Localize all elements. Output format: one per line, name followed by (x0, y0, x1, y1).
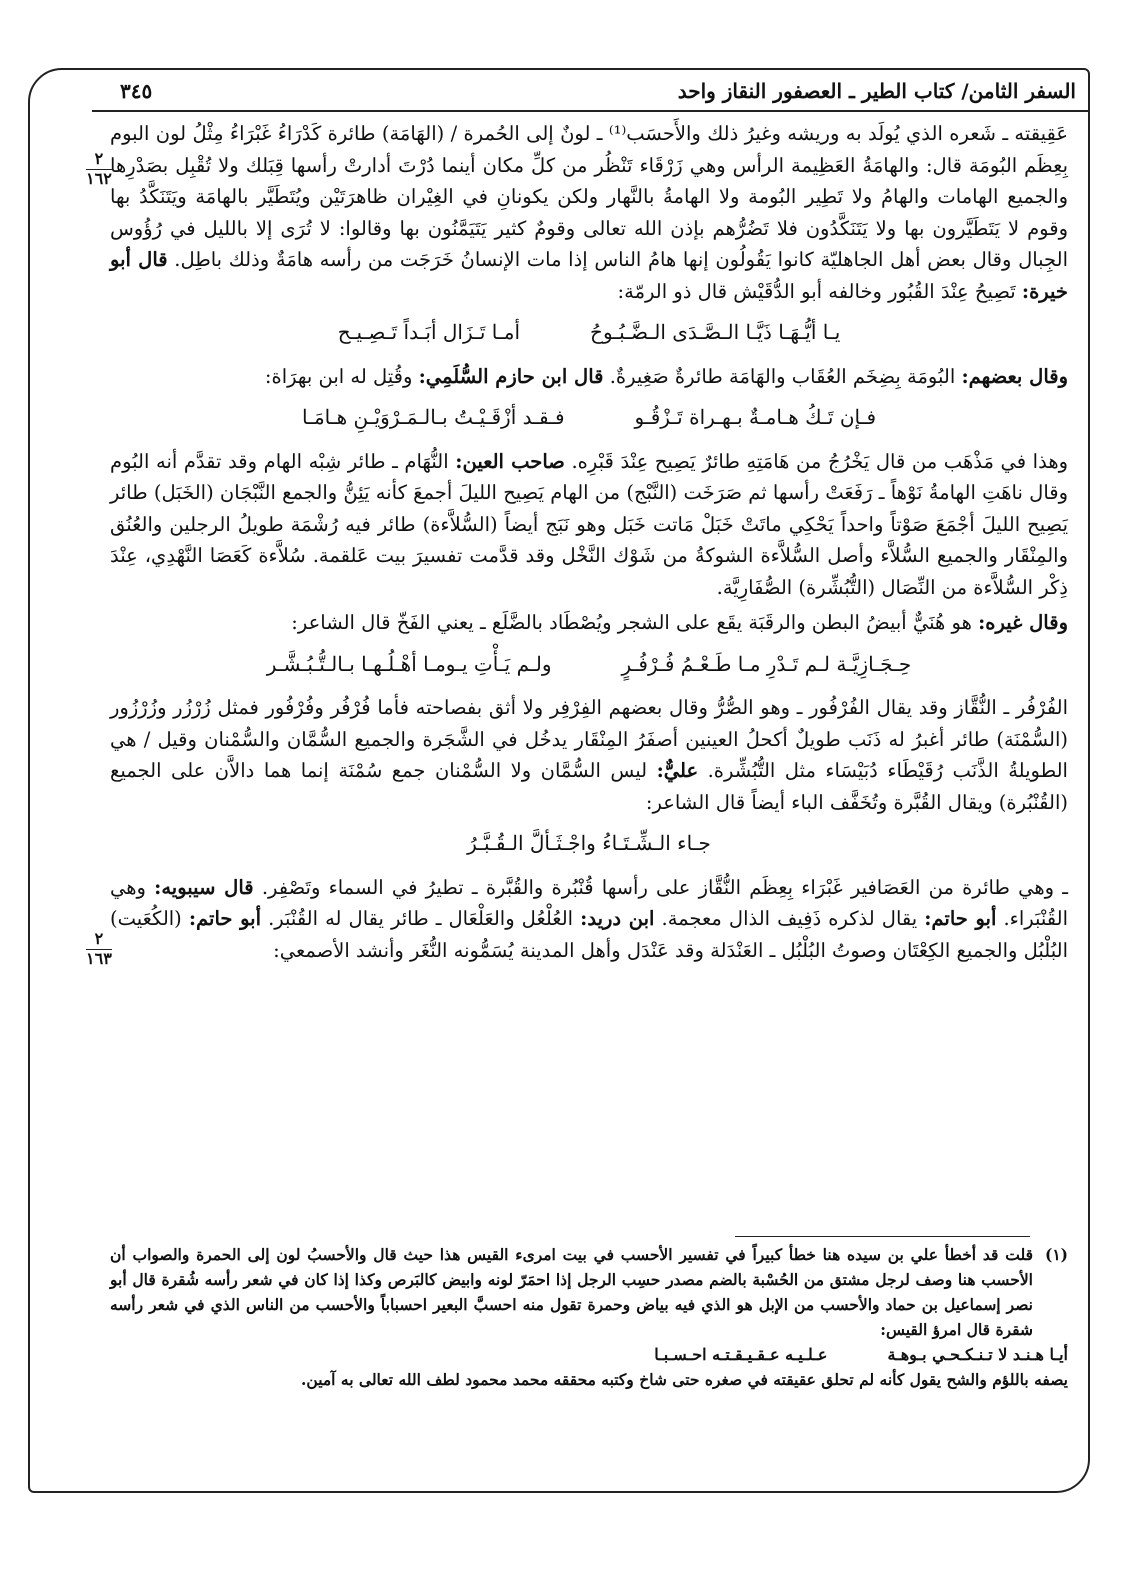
header-rule (92, 110, 1088, 112)
paragraph-3-end: النُّهَام ـ طائر شِبْه الهام وقد تقدَّم أنه البُوم وقال ناهَتِ الهامةُ نَوْهاً ـ رَفَعَتْ رأسها ثم صَرَخَت (النَّبْج) من الهام يَصِيح الليلَ أجمعَ كأنه يَئِنُّ والجمع النَّبْجَان (الخَبَل) طائر يَصِيح الليلَ أجْمَعَ صَوْتاً واحداً يَحْكِي ماتَتْ خَبَلْ مَاتت خَبَل وهو نَبَج أيضاً (السُّلاَّءة) طائر فيه رُشْمَة طويلُ الرجلين والعُنُق والمِنْقَار والجميع السُّلاَّء وأصل السُّلاَّءة الشوكةُ من شَوْك النَّخْل وقد قدَّمت تفسيرَ بيت عَلقمة. سُلاَّءة كَعَصَا النَّهْدِي، عِنْدَ ذِكْر السُّلاَّءة من النِّصَال (التُّبُشِّرة) الصُّفَارِيَّة. (110, 449, 1068, 599)
verse-2 (110, 402, 1068, 434)
paragraph-2-end: وقُتِل له ابن بهرَاة: (264, 364, 413, 388)
speaker-ibn-durayd: ابن دريد: (580, 907, 655, 930)
paragraph-6-mid-1: وهي القُنْبَراء. (110, 875, 1069, 930)
footnote-verse-hemistich-2: عـلـيـه عـقـيـقـتـه احـسـبـا (654, 1345, 828, 1364)
paragraph-4 (110, 607, 1068, 639)
speaker-ibn-hazim: قال ابن حازم السُّلَمِي: (418, 364, 604, 388)
paragraph-2-mid: البُومَة بِضِخَم العُقَاب والهَامَة طائرةٌ صَغِيرةٌ. (609, 364, 956, 388)
main-text (110, 118, 1068, 970)
footnote-verse-hemistich-1: أيـا هـنـد لا تـنـكـحـي بـوهـة (887, 1345, 1068, 1364)
verse-3-hemistich-2: ولـم يَـأْتِ يـومـا أهْـلُـهـا بـالـتُّـبُـشَّـر (266, 651, 552, 676)
margin-reference-2-page: ١٦٣ (86, 949, 112, 968)
speaker-abu-hatim-1: أبو حاتم: (924, 907, 997, 930)
speaker-ali: عليٌّ: (656, 759, 699, 782)
verse-1-hemistich-1: يـا أيُّـهَـا ذَيَّـا الـصَّـدَى الـضَّـبُـوحُ (590, 320, 841, 344)
margin-reference-1-volume: ٢ (86, 150, 112, 170)
footnote-text: قلت قد أخطأ علي بن سيده هنا خطأ كبيراً في تفسير الأحسب في بيت امرىء القيس هذا حيث قال والأحسبُ لون إلى الحمرة والصواب أن الأحسب هنا وصف لرجل مشتق من الحُسْبة بالضم مصدر حسِب الرجل إذا احمَرّ لونه وابيض كالبَرص وكذا إذا كان في شعر رأسه شُقرة قال أبو نصر إسماعيل بن حماد والأحسب من الإبل هو الذي فيه بياض وحمرة تقول منه احسبَّ البعير احسباباً والأحسب من الناس الذي في شعر رأسه شقرة قال امرؤ القيس: (110, 1245, 1033, 1339)
header-title: السفر الثامن/ كتاب الطير ـ العصفور النقاز واحد (677, 79, 1076, 103)
running-header (120, 74, 1076, 108)
verse-3-hemistich-1: حِـجَـازِيَّـة لـم تَـدْرِ مـا طَـعْـمُ فُـرْفُـرٍ (621, 651, 912, 676)
footnote (110, 1242, 1068, 1392)
paragraph-4-end: هو هُنَيٌّ أبيضُ البطن والرقَبَة يقَع على الشجر ويُصْطَاد بالضَّلَع ـ يعني الفَخّ قال الشاعر: (291, 611, 972, 634)
paragraph-6 (110, 872, 1068, 967)
verse-3 (110, 649, 1068, 681)
paragraph-3 (110, 446, 1068, 604)
speaker-abu-khayra: قال أبو خيرة: (110, 248, 1068, 303)
footnote-verse (110, 1342, 1068, 1367)
margin-reference-2 (86, 930, 112, 968)
paragraph-6-mid-3: العُلْعُل والعَلْعَال ـ طائر يقال له القُنْبَر. (268, 907, 574, 930)
footnote-rule (735, 1236, 1030, 1237)
margin-reference-1-page: ١٦٢ (86, 169, 112, 188)
margin-reference-2-volume: ٢ (86, 930, 112, 950)
footnote-closing: يصفه باللؤم والشح يقول كأنه لم تحلق عقيقته في صغره حتى شاخ وكتبه محققه محمد محمود لطف الله تعالى به آمين. (301, 1370, 1068, 1389)
verse-2-hemistich-1: فـإن تَـكُ هـامـةٌ بـهـراة تَـزْقُـو (634, 405, 877, 429)
paragraph-6-mid-2: يقال لذكره ذَفِيف الذال معجمة. (661, 907, 918, 930)
speaker-some: وقال بعضهم: (961, 364, 1068, 388)
page-number: ٣٤٥ (120, 79, 153, 103)
paragraph-1 (110, 118, 1068, 307)
paragraph-1-end: تَصِيحُ عِنْدَ القُبُور وخالفه أبو الدُّقَيْش قال ذو الرمّة: (617, 279, 1016, 303)
margin-reference-1 (86, 150, 112, 188)
paragraph-5-start: الفُرْفُر ـ النُّقَّاز وقد يقال الفُرْفُور ـ وهو الصُّرُّ وقال بعضهم الفِرْفِر ولا أثق بفصاحته فأما فُرْفُر وفُرْفُور فمثل زُرْزُر وزُرْزُور (السُّمْنَة) طائر أغبرُ له ذَنَب طويلٌ أكحلُ العينين أصفَرُ المِنْقَار يدخُل في الشَّجَرة والجميع السُّمَّان والسُّمْنان وقيل / هي الطويلةُ الذَّنَب رُقَيْطَاء دُبَيْسَاء مثل التُّبُشِّرة. (110, 696, 1068, 782)
speaker-others: وقال غيره: (978, 611, 1068, 634)
paragraph-6-end: (الكُعَيت) البُلْبُل والجميع الكِعْتَان وصوتُ البُلْبُل ـ العَنْدَلة وقد عَنْدَل وأهل المدينة يُسَمُّونه النُّغَر وأنشد الأصمعي: (110, 907, 1068, 962)
paragraph-1-text: عَقِيقته ـ شَعره الذي يُولَد به وريشه وغيرُ ذلك والأَحسَب⁽¹⁾ ـ لونٌ إلى الحُمرة / (الهَامَة) طائرة كَدْرَاءُ غَبْرَاءُ مِثْلُ لون البوم بِعِظَم البُومَة قال: والهامَةُ العَظِيمة الرأس وهي زَرْقَاء تَنْظُر من كلِّ مكان أينما دُرْتَ أدارتْ رأسها قِبَلك ولا تُقْبِل بصَدْرِها والجميع الهامات والهامُ ولا تَطِير البُومة ولا الهامةُ بالنَّهار ولكن يكونانِ في الغِيْران ظاهرَتَيْن ويُتَطَيَّر بالهامَة ويَتَنَكَّدُ بها وقوم لا يَتَطَيَّرون بها ولا يَتَنَكَّدُون فلا تَضُرُّهم بإذن الله تعالى وقومٌ كثير يَتَيَمَّنُون بها وقالوا: لا تُرَى إلا بالليل في رُؤُوس الجِبال وقال بعض أهل الجاهليّة كانوا يَقُولُون إنها هامُ الناس إذا مات الإنسانُ خَرَجَت من رأسه هامَةٌ وذلك باطِل. (110, 122, 1069, 271)
speaker-sahib-al-ayn: صاحب العين: (455, 449, 565, 473)
verse-2-hemistich-2: فـقـد أزْقَـيْـتُ بـالـمَـرْوَيْـنِ هـامَـا (301, 405, 565, 429)
paragraph-5-end: ليس السُّمَّان ولا السُّمْنان جمع سُمْنَة إنما هما دالاَّن على الجميع (القُنْبُرة) ويقال القُبَّرة وتُخَفَّف الباء أيضاً قال الشاعر: (110, 759, 1068, 814)
paragraph-5 (110, 692, 1068, 818)
verse-1 (110, 317, 1068, 349)
paragraph-3-start: وهذا في مَذْهَب من قال يَخْرُجُ من هَامَتِهِ طائرٌ يَصِيح عِنْدَ قَبْرِه. (571, 449, 1069, 473)
verse-1-hemistich-2: أمـا تَـزَال أبَـداً تَـصِـيـح (337, 320, 521, 344)
paragraph-6-start: ـ وهي طائرة من العَصَافير غَبْرَاء بِعِظَم النُّقَّاز على رأسها قُنْبُرة والقُبَّرة ـ تطيرُ في السماء وتَصْفِر. (261, 875, 1068, 899)
speaker-sibawayh: قال سيبويه: (154, 875, 254, 899)
footnote-row (110, 1242, 1068, 1342)
footnote-marker: (١) (1044, 1245, 1068, 1264)
paragraph-2 (110, 361, 1068, 393)
verse-4 (110, 828, 1068, 860)
speaker-abu-hatim-2: أبو حاتم: (188, 907, 262, 930)
verse-4-line: جـاء الـشِّـتَـاءُ واجْـثَـألَّ الـقُـبَّـرُ (467, 831, 711, 855)
